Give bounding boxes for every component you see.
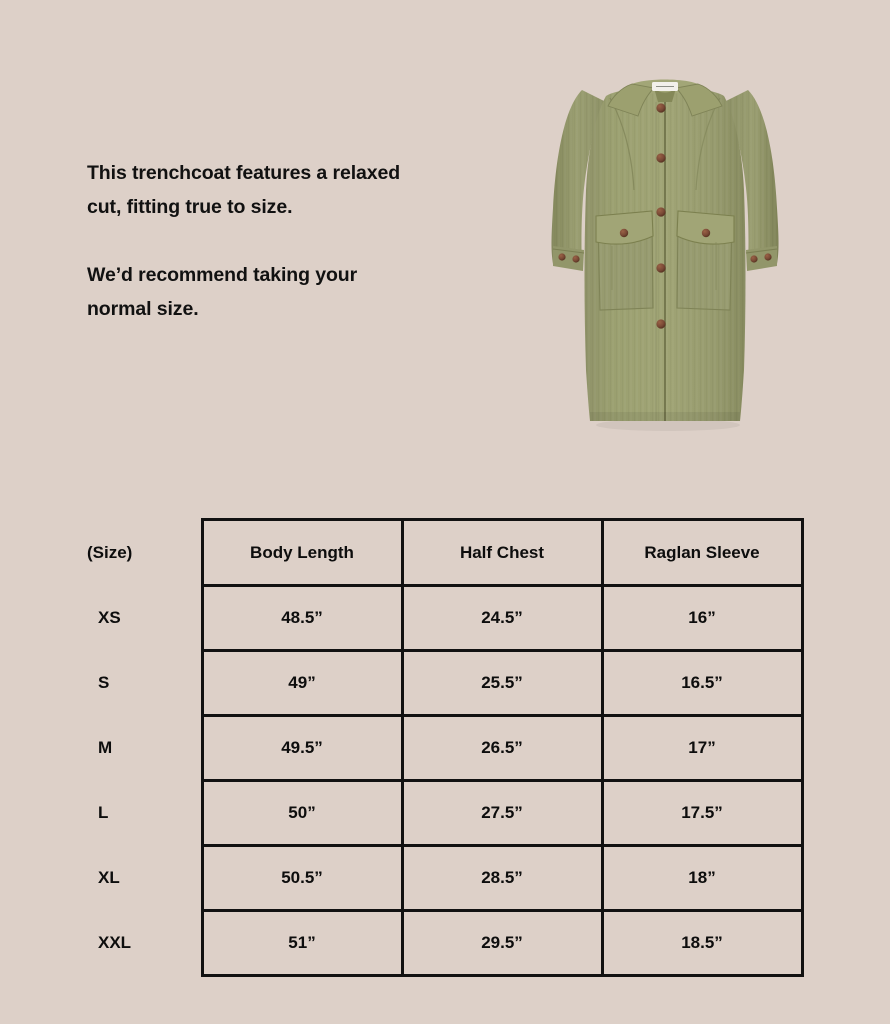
column-header-size: (Size) [87,542,133,562]
cell-half-chest: 29.5” [402,911,602,976]
row-size-label: L [98,803,109,822]
size-chart [87,518,803,958]
table-row [87,911,802,976]
coat-button-3 [656,207,665,216]
hem-shading [590,412,740,421]
column-header-raglan-sleeve: Raglan Sleeve [602,520,802,586]
coat-button-5 [656,319,665,328]
column-header-body-length: Body Length [202,520,402,586]
cell-raglan-sleeve: 17.5” [602,781,802,846]
table-header-row [87,520,802,586]
table-row [87,586,802,651]
row-size-label: XL [98,868,120,887]
size-chart-body [87,586,802,976]
cell-body-length: 50.5” [202,846,402,911]
coat-button-4 [656,263,665,272]
cell-raglan-sleeve: 18” [602,846,802,911]
row-size-label: M [98,738,113,757]
product-photo-trenchcoat [520,40,810,440]
row-size-label: XXL [98,933,132,952]
cell-body-length: 49” [202,651,402,716]
description-paragraph-1: This trenchcoat features a relaxed cut, fitting true to size. [87,162,401,218]
cuff-button-right-2 [750,255,757,262]
row-size-label: XS [98,608,121,627]
cell-raglan-sleeve: 18.5” [602,911,802,976]
cell-half-chest: 25.5” [402,651,602,716]
cell-half-chest: 26.5” [402,716,602,781]
cell-body-length: 51” [202,911,402,976]
size-chart-head [87,520,802,586]
cell-body-length: 49.5” [202,716,402,781]
pocket-flap-button-left [620,229,628,237]
description-paragraph-2: We’d recommend taking your normal size. [87,264,358,320]
cell-raglan-sleeve: 17” [602,716,802,781]
cell-raglan-sleeve: 16.5” [602,651,802,716]
table-row [87,846,802,911]
cuff-button-right-1 [764,253,771,260]
column-header-half-chest: Half Chest [402,520,602,586]
description-text-block [87,156,407,326]
cuff-button-left-1 [558,253,565,260]
cell-half-chest: 27.5” [402,781,602,846]
cell-body-length: 48.5” [202,586,402,651]
coat-button-1 [656,103,665,112]
cuff-button-left-2 [572,255,579,262]
table-row [87,781,802,846]
coat-button-2 [656,153,665,162]
table-row [87,716,802,781]
table-row [87,651,802,716]
cell-half-chest: 28.5” [402,846,602,911]
pocket-flap-button-right [702,229,710,237]
cell-raglan-sleeve: 16” [602,586,802,651]
cell-half-chest: 24.5” [402,586,602,651]
trenchcoat-illustration [520,40,810,440]
row-size-label: S [98,673,110,692]
size-chart-table [87,518,804,977]
cell-body-length: 50” [202,781,402,846]
